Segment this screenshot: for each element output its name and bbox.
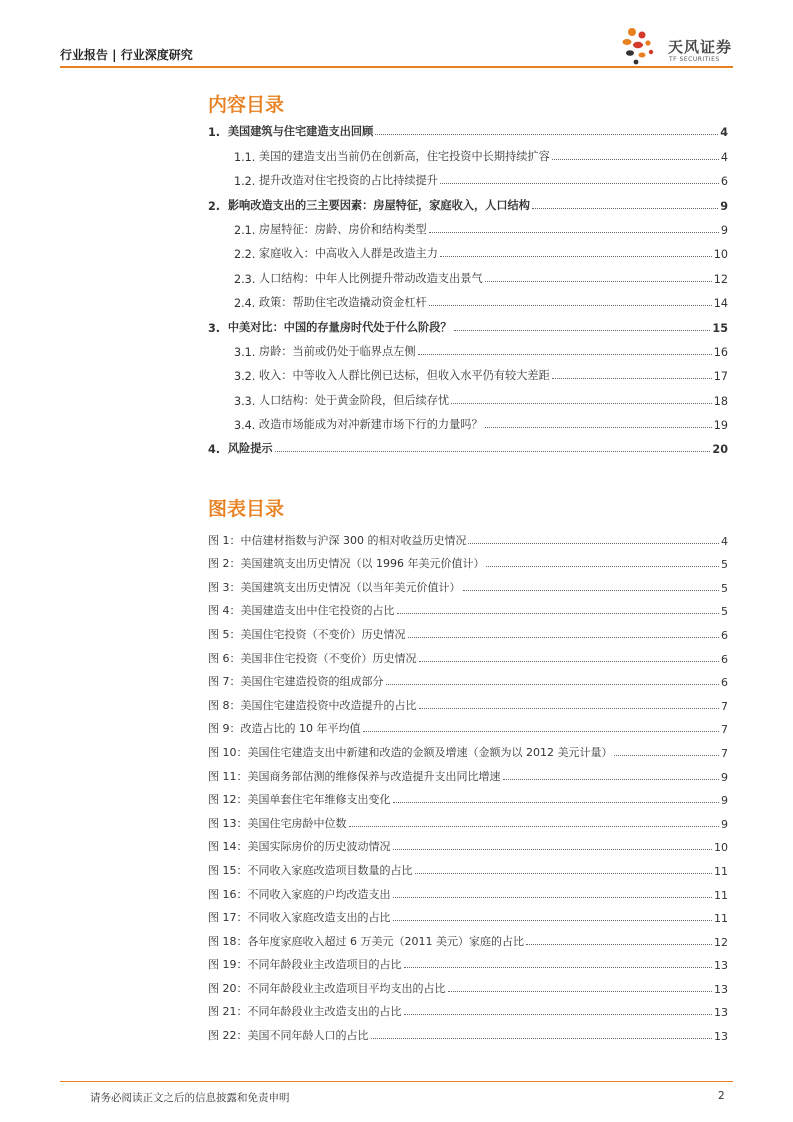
figure-entry[interactable] (208, 666, 728, 690)
dot-leader (503, 779, 720, 780)
dot-leader (375, 134, 718, 135)
dot-leader (448, 991, 713, 992)
toc-entry[interactable] (208, 286, 728, 310)
footer-disclaimer: 请务必阅读正文之后的信息披露和免责申明 (90, 1092, 290, 1104)
toc-entry-number: 2.4. (234, 297, 259, 311)
dot-leader (393, 802, 720, 803)
dot-leader (485, 281, 712, 282)
toc-entry-number: 3.1. (234, 345, 259, 359)
toc-entry[interactable] (208, 359, 728, 383)
dot-leader (393, 897, 713, 898)
toc-entry[interactable] (208, 383, 728, 407)
dot-leader (552, 378, 712, 379)
toc-entry-page: 12 (713, 272, 728, 286)
figure-entry-text: 图 18：各年度家庭收入超过 6 万美元（2011 美元）家庭的占比 (208, 934, 524, 948)
toc-entry[interactable] (208, 408, 728, 432)
figure-entry-text: 图 5：美国住宅投资（不变价）历史情况 (208, 627, 406, 641)
toc-entry-number: 3.4. (234, 419, 259, 433)
toc-entry-number: 1. (208, 126, 228, 140)
figure-entry-page: 13 (714, 959, 728, 973)
footer-divider (60, 1081, 733, 1082)
figure-entry-page: 7 (721, 746, 728, 760)
dot-leader (418, 354, 712, 355)
dot-leader (485, 427, 712, 428)
figure-entry[interactable] (208, 642, 728, 666)
page-number: 2 (718, 1090, 725, 1102)
figure-entry-page: 10 (714, 841, 728, 855)
report-category: 行业报告 | 行业深度研究 (60, 48, 193, 62)
toc-entry-text: 中美对比：中国的存量房时代处于什么阶段？ (227, 320, 452, 334)
toc-entry-number: 2.1. (234, 223, 259, 237)
dot-leader (419, 661, 720, 662)
figure-entry[interactable] (208, 760, 728, 784)
toc-entry[interactable] (208, 335, 728, 359)
figure-entry-page: 9 (721, 770, 728, 784)
figure-entry[interactable] (208, 548, 728, 572)
toc-entry-page: 17 (713, 370, 728, 384)
toc-entry-number: 3.3. (234, 394, 259, 408)
figure-entry[interactable] (208, 925, 728, 949)
figure-entry[interactable] (208, 571, 728, 595)
figure-entry-page: 12 (714, 935, 728, 949)
toc-entry-number: 2.3. (234, 272, 259, 286)
dot-leader (526, 944, 712, 945)
figure-entry[interactable] (208, 524, 728, 548)
toc-entry-page: 15 (712, 321, 728, 335)
toc-entry[interactable] (208, 261, 728, 285)
dot-leader (468, 543, 719, 544)
figure-entry-text: 图 20：不同年龄段业主改造项目平均支出的占比 (208, 981, 446, 995)
toc-entry-text: 房龄：当前或仍处于临界点左侧 (258, 344, 416, 358)
figure-entry-page: 9 (721, 817, 728, 831)
figure-entry-text: 图 13：美国住宅房龄中位数 (208, 816, 347, 830)
figures-list (208, 524, 728, 1043)
toc-entry-page: 4 (720, 150, 728, 164)
figure-entry-text: 图 17：不同收入家庭改造支出的占比 (208, 911, 391, 925)
figure-entry[interactable] (208, 784, 728, 808)
toc-entry-text: 影响改造支出的三主要因素：房屋特征，家庭收入，人口结构 (227, 198, 530, 212)
figure-entry[interactable] (208, 1019, 728, 1043)
figure-entry-text: 图 4：美国建造支出中住宅投资的占比 (208, 604, 395, 618)
toc-entry-number: 3. (208, 321, 228, 335)
figure-entry-page: 11 (714, 864, 728, 878)
toc-entry-text: 美国建筑与住宅建造支出回顾 (227, 125, 374, 139)
figure-entry[interactable] (208, 972, 728, 996)
toc-entry-number: 1.2. (234, 175, 259, 189)
logo-chinese-name: 天风证券 (668, 38, 733, 56)
figure-entry-page: 13 (714, 1006, 728, 1020)
figure-entry[interactable] (208, 618, 728, 642)
figure-entry-text: 图 12：美国单套住宅年维修支出变化 (208, 793, 391, 807)
toc-entry-page: 18 (713, 394, 728, 408)
toc-entry-page: 6 (720, 175, 728, 189)
toc-entry-text: 人口结构：处于黄金阶段，但后续存忧 (258, 393, 450, 407)
toc-entry-number: 2.2. (234, 248, 259, 262)
figure-entry-page: 5 (721, 581, 728, 595)
toc-entry[interactable] (208, 188, 728, 212)
figure-entry[interactable] (208, 949, 728, 973)
figure-entry[interactable] (208, 996, 728, 1020)
toc-entry-text: 风险提示 (227, 442, 273, 456)
toc-entry-text: 改造市场能成为对冲新建市场下行的力量吗？ (258, 418, 483, 432)
figure-entry[interactable] (208, 736, 728, 760)
toc-entry-text: 人口结构：中年人比例提升带动改造支出景气 (258, 271, 483, 285)
figure-entry-text: 图 6：美国非住宅投资（不变价）历史情况 (208, 651, 417, 665)
figure-entry-page: 7 (721, 723, 728, 737)
figure-entry-page: 4 (721, 534, 728, 548)
figure-entry-page: 6 (721, 628, 728, 642)
dot-leader (371, 1038, 713, 1039)
figure-entry-text: 图 19：不同年龄段业主改造项目的占比 (208, 958, 402, 972)
toc-entry-number: 1.1. (234, 150, 259, 164)
toc-entry[interactable] (208, 310, 728, 334)
toc-entry-page: 20 (712, 443, 728, 457)
figure-entry[interactable] (208, 689, 728, 713)
figure-entry-text: 图 3：美国建筑支出历史情况（以当年美元价值计） (208, 580, 461, 594)
toc-entry[interactable] (208, 164, 728, 188)
dot-leader (349, 826, 720, 827)
dot-leader (614, 755, 719, 756)
dot-leader (393, 920, 713, 921)
figure-entry-text: 图 11：美国商务部估测的维修保养与改造提升支出同比增速 (208, 769, 501, 783)
toc-entry-number: 2. (208, 199, 228, 213)
dot-leader (275, 451, 711, 452)
figure-entry[interactable] (208, 902, 728, 926)
header-divider (60, 66, 733, 68)
figure-entry[interactable] (208, 807, 728, 831)
toc-entry[interactable] (208, 213, 728, 237)
figure-entry-page: 11 (714, 912, 728, 926)
figure-entry-page: 5 (721, 605, 728, 619)
figure-entry-text: 图 14：美国实际房价的历史波动情况 (208, 840, 391, 854)
figure-entry-page: 6 (721, 676, 728, 690)
figure-entry[interactable] (208, 854, 728, 878)
figures-title: 图表目录 (208, 498, 285, 520)
dot-leader (463, 590, 720, 591)
toc-entry-number: 4. (208, 443, 228, 457)
toc-title: 内容目录 (208, 94, 285, 116)
figure-entry-text: 图 9：改造占比的 10 年平均值 (208, 722, 361, 736)
dot-leader (440, 256, 712, 257)
figure-entry[interactable] (208, 713, 728, 737)
toc-list (208, 115, 728, 456)
dot-leader (451, 403, 712, 404)
toc-entry-page: 4 (720, 126, 728, 140)
dot-leader (454, 330, 711, 331)
figure-entry-text: 图 8：美国住宅建造投资中改造提升的占比 (208, 698, 417, 712)
toc-entry-page: 9 (720, 223, 728, 237)
dot-leader (363, 731, 720, 732)
dot-leader (440, 183, 719, 184)
toc-entry-page: 19 (713, 419, 728, 433)
dot-leader (404, 1014, 713, 1015)
figure-entry[interactable] (208, 831, 728, 855)
toc-entry[interactable] (208, 139, 728, 163)
toc-entry-text: 美国的建造支出当前仍在创新高，住宅投资中长期持续扩容 (258, 149, 550, 163)
figure-entry-text: 图 2：美国建筑支出历史情况（以 1996 年美元价值计） (208, 557, 485, 571)
figure-entry-page: 5 (721, 558, 728, 572)
dot-leader (415, 873, 713, 874)
figure-entry-text: 图 21：不同年龄段业主改造支出的占比 (208, 1005, 402, 1019)
dot-leader (429, 305, 712, 306)
figure-entry-page: 9 (721, 794, 728, 808)
figure-entry-page: 13 (714, 1030, 728, 1044)
dot-leader (552, 159, 719, 160)
figure-entry[interactable] (208, 878, 728, 902)
toc-entry-text: 政策：帮助住宅改造撬动资金杠杆 (258, 296, 427, 310)
toc-entry-page: 16 (713, 345, 728, 359)
tf-flower-logo-icon (618, 26, 664, 66)
dot-leader (486, 566, 719, 567)
toc-entry-page: 10 (713, 248, 728, 262)
dot-leader (404, 967, 713, 968)
toc-entry-text: 家庭收入：中高收入人群是改造主力 (258, 247, 438, 261)
toc-entry-text: 提升改造对住宅投资的占比持续提升 (258, 174, 438, 188)
figure-entry-text: 图 22：美国不同年龄人口的占比 (208, 1029, 369, 1043)
figure-entry-text: 图 10：美国住宅建造支出中新建和改造的金额及增速（金额为以 2012 美元计量） (208, 745, 613, 759)
toc-entry-page: 9 (720, 199, 728, 213)
toc-entry[interactable] (208, 432, 728, 456)
figure-entry-page: 7 (721, 699, 728, 713)
figure-entry-page: 11 (714, 888, 728, 902)
figure-entry[interactable] (208, 595, 728, 619)
logo-english-name: TF SECURITIES (669, 56, 720, 63)
toc-entry-number: 3.2. (234, 370, 259, 384)
figure-entry-page: 6 (721, 652, 728, 666)
figure-entry-text: 图 15：不同收入家庭改造项目数量的占比 (208, 863, 413, 877)
dot-leader (419, 708, 720, 709)
toc-entry-page: 14 (713, 297, 728, 311)
dot-leader (429, 232, 719, 233)
figure-entry-page: 13 (714, 982, 728, 996)
figure-entry-text: 图 1：中信建材指数与沪深 300 的相对收益历史情况 (208, 533, 467, 547)
dot-leader (393, 849, 713, 850)
dot-leader (408, 637, 720, 638)
toc-entry-text: 房屋特征：房龄、房价和结构类型 (258, 222, 427, 236)
toc-entry[interactable] (208, 115, 728, 139)
figure-entry-text: 图 7：美国住宅建造投资的组成部分 (208, 675, 384, 689)
dot-leader (386, 684, 720, 685)
dot-leader (532, 208, 718, 209)
dot-leader (397, 613, 720, 614)
toc-entry[interactable] (208, 237, 728, 261)
company-logo (618, 20, 733, 66)
toc-entry-text: 收入：中等收入人群比例已达标，但收入水平仍有较大差距 (258, 369, 550, 383)
figure-entry-text: 图 16：不同收入家庭的户均改造支出 (208, 887, 391, 901)
